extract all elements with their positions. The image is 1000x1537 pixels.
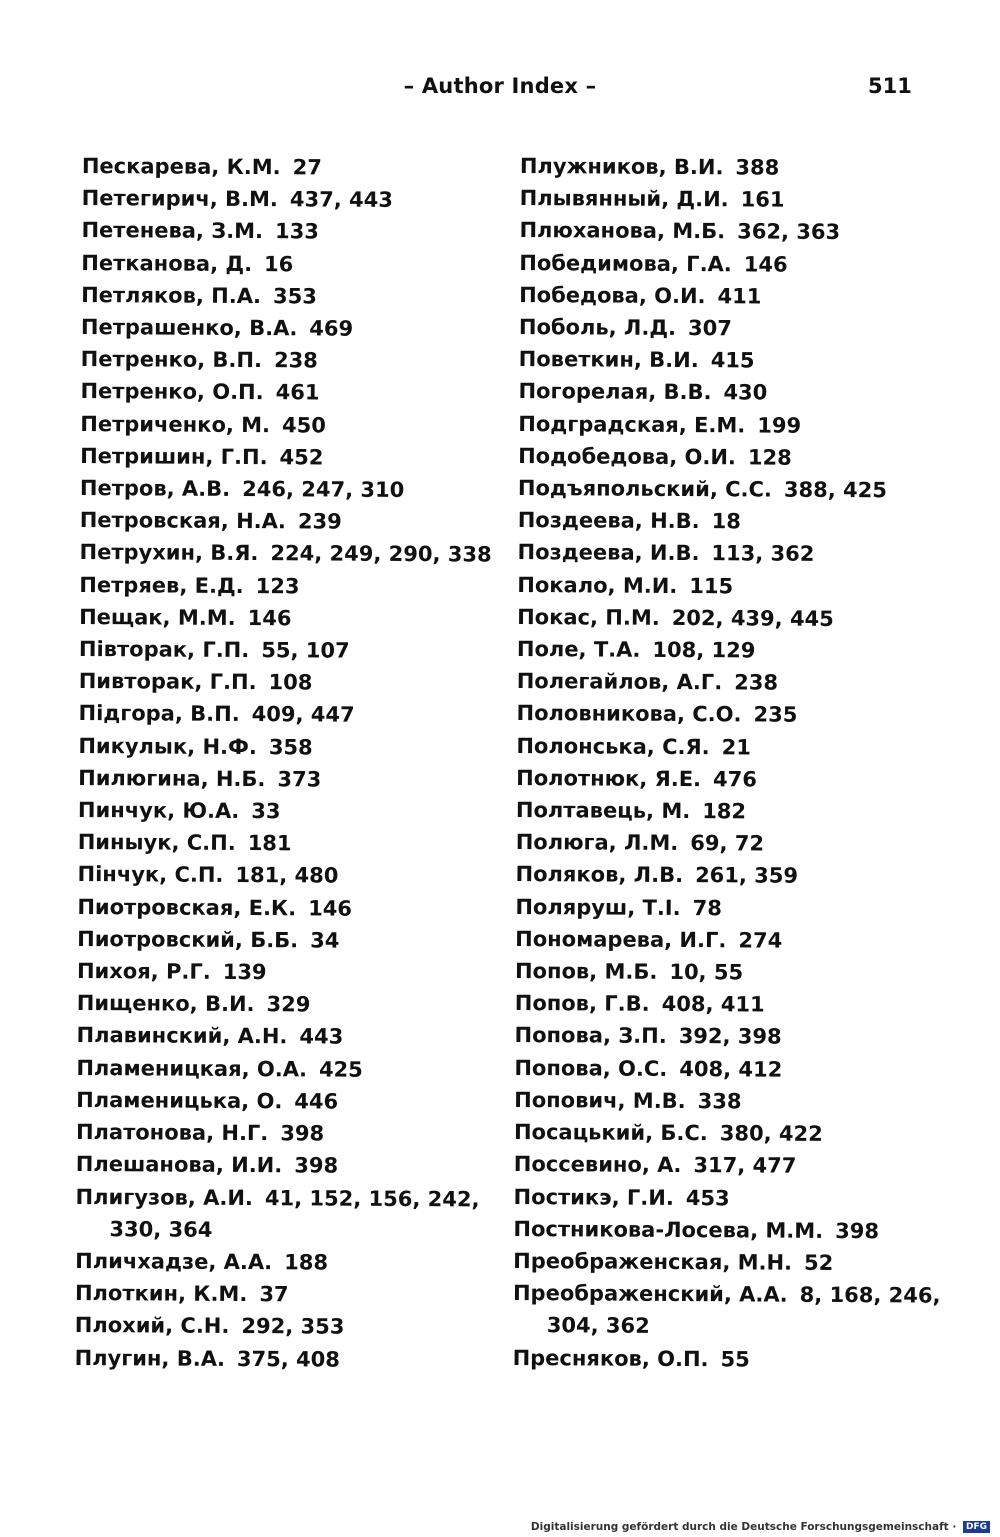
- index-entry: [80, 408, 520, 443]
- entry-name: Пономарева, И.Г.: [515, 926, 727, 953]
- entry-pages: 41, 152, 156, 242, 330, 364: [109, 1185, 480, 1242]
- entry-name: Погорелая, В.В.: [518, 379, 712, 405]
- index-entry: [517, 665, 957, 700]
- entry-pages: 353: [272, 283, 317, 309]
- entry-pages: 199: [757, 413, 802, 438]
- entry-pages: 37: [259, 1282, 289, 1307]
- index-entry: [75, 1309, 515, 1344]
- entry-name: Попова, О.С.: [514, 1055, 668, 1081]
- index-entry: [76, 1019, 516, 1054]
- index-entry: [78, 794, 518, 829]
- entry-pages: 362, 363: [737, 219, 841, 245]
- index-entry: [514, 1052, 954, 1087]
- entry-pages: 274: [738, 928, 783, 953]
- entry-name: Покало, М.И.: [517, 572, 678, 598]
- entry-name: Полюга, Л.М.: [515, 830, 679, 856]
- entry-pages: 329: [266, 992, 311, 1017]
- entry-name: Пиныук, С.П.: [77, 830, 236, 856]
- index-entry: [80, 375, 520, 410]
- entry-pages: 408, 412: [679, 1056, 783, 1082]
- entry-pages: 27: [292, 155, 322, 180]
- entry-pages: 34: [310, 928, 340, 953]
- entry-name: Поляков, Л.В.: [515, 862, 684, 888]
- entry-pages: 115: [689, 573, 734, 598]
- index-entry: [81, 214, 521, 249]
- entry-name: Пинчук, Ю.А.: [77, 798, 240, 824]
- index-entry: [75, 1277, 515, 1312]
- entry-name: Пламеницька, О.: [76, 1087, 283, 1114]
- index-entry: [519, 247, 959, 282]
- index-entry: [519, 214, 959, 249]
- entry-name: Покас, П.М.: [517, 604, 660, 630]
- entry-name: Пикулык, Н.Ф.: [78, 733, 257, 759]
- index-entry: [82, 150, 522, 185]
- entry-pages: 33: [251, 799, 281, 824]
- entry-name: Полонська, С.Я.: [516, 733, 710, 759]
- entry-pages: 202, 439, 445: [671, 605, 834, 631]
- index-entry: [81, 343, 521, 378]
- entry-name: Пивторак, Г.П.: [78, 669, 257, 695]
- entry-pages: 146: [247, 605, 292, 631]
- index-entry: [514, 1084, 954, 1119]
- entry-pages: 461: [275, 380, 320, 405]
- index-entry: [515, 955, 955, 990]
- entry-name: Полегайлов, А.Г.: [516, 669, 723, 695]
- entry-pages: 238: [273, 348, 318, 373]
- index-entry: [518, 440, 958, 475]
- entry-pages: 292, 353: [241, 1314, 345, 1339]
- entry-pages: 235: [753, 702, 798, 728]
- index-entry: [514, 1148, 954, 1183]
- entry-name: Победова, О.И.: [519, 282, 706, 308]
- entry-name: Посацький, Б.С.: [513, 1120, 708, 1146]
- index-entry: [513, 1245, 953, 1280]
- entry-name: Полтавець, М.: [515, 798, 691, 824]
- entry-pages: 108, 129: [652, 637, 756, 663]
- entry-name: Пресняков, О.П.: [512, 1345, 709, 1371]
- index-entry: [77, 955, 517, 990]
- index-entry: [517, 569, 957, 604]
- index-entry: [79, 633, 519, 668]
- index-entry: [518, 504, 958, 539]
- entry-name: Пиотровская, Е.К.: [77, 894, 297, 920]
- entry-pages: 443: [299, 1024, 344, 1050]
- index-entry: [518, 472, 958, 507]
- entry-pages: 161: [740, 187, 785, 212]
- entry-pages: 476: [713, 767, 757, 792]
- entry-pages: 358: [268, 734, 313, 760]
- entry-name: Поссевино, А.: [513, 1152, 682, 1178]
- page-number: 511: [868, 74, 912, 98]
- index-entry: [81, 279, 521, 314]
- entry-name: Поболь, Л.Д.: [518, 315, 677, 340]
- entry-name: Подъяпольский, С.С.: [517, 476, 773, 502]
- entry-name: Пищенко, В.И.: [76, 991, 255, 1017]
- index-entry: [515, 923, 955, 958]
- entry-pages: 108: [268, 670, 313, 695]
- entry-pages: 392, 398: [678, 1024, 782, 1050]
- running-head: – Author Index –: [403, 74, 597, 98]
- entry-pages: 446: [294, 1089, 339, 1114]
- index-entry: [517, 633, 957, 668]
- index-entry: [78, 730, 518, 765]
- entry-pages: 398: [294, 1153, 339, 1178]
- index-entry: [75, 1245, 515, 1280]
- entry-name: Петров, А.В.: [79, 476, 231, 501]
- entry-name: Петканова, Д.: [81, 250, 253, 276]
- index-entry: [81, 311, 521, 346]
- entry-name: Плоткин, К.М.: [74, 1281, 248, 1307]
- entry-name: Петровская, Н.А.: [79, 508, 286, 534]
- index-entry: [77, 923, 517, 958]
- entry-pages: 8, 168, 246, 304, 362: [546, 1282, 941, 1339]
- index-entry: [77, 858, 517, 893]
- entry-pages: 380, 422: [719, 1121, 823, 1146]
- entry-name: Подградская, Е.М.: [518, 411, 746, 438]
- entry-name: Пламеницкая, О.А.: [76, 1055, 308, 1082]
- entry-pages: 55, 107: [261, 638, 350, 663]
- index-entry: [517, 601, 957, 636]
- entry-name: Петренко, В.П.: [80, 347, 263, 373]
- index-entry: [516, 762, 956, 797]
- entry-pages: 139: [222, 959, 267, 985]
- index-entry: [513, 1213, 953, 1248]
- entry-pages: 133: [274, 219, 319, 244]
- entry-name: Пилюгина, Н.Б.: [78, 765, 266, 791]
- entry-pages: 55: [720, 1346, 750, 1371]
- index-entry: [77, 987, 517, 1022]
- entry-pages: 182: [702, 799, 747, 824]
- entry-name: Плюханова, М.Б.: [519, 218, 726, 244]
- index-entry: [80, 440, 520, 475]
- entry-name: Попов, Г.В.: [514, 991, 650, 1017]
- entry-pages: 307: [687, 316, 732, 341]
- entry-pages: 338: [697, 1088, 742, 1114]
- index-entry: [79, 601, 519, 636]
- index-entry: [76, 1084, 516, 1119]
- index-entry: [80, 472, 520, 507]
- index-entry: [515, 891, 955, 926]
- entry-pages: 238: [734, 670, 779, 695]
- entry-pages: 430: [723, 380, 768, 405]
- entry-name: Постникова-Лосева, М.М.: [513, 1216, 824, 1243]
- entry-name: Попова, З.П.: [514, 1023, 667, 1049]
- index-entry: [79, 536, 519, 571]
- entry-pages: 437, 443: [289, 187, 393, 213]
- entry-name: Плавинский, А.Н.: [76, 1023, 288, 1049]
- entry-name: Платонова, Н.Г.: [75, 1120, 269, 1146]
- entry-pages: 188: [284, 1250, 329, 1275]
- entry-pages: 261, 359: [695, 863, 799, 889]
- index-entry: [78, 697, 518, 732]
- index-entry: [77, 891, 517, 926]
- entry-name: Пличхадзе, А.А.: [75, 1248, 273, 1275]
- entry-name: Плугин, В.А.: [74, 1345, 226, 1371]
- index-column-left: [75, 150, 522, 1376]
- entry-pages: 411: [717, 284, 762, 309]
- index-entry: [515, 858, 955, 893]
- entry-name: Пиотровский, Б.Б.: [77, 926, 299, 953]
- entry-name: Поветкин, В.И.: [518, 347, 699, 373]
- entry-pages: 10, 55: [669, 960, 744, 985]
- index-entry: [75, 1341, 515, 1376]
- index-entry: [514, 1019, 954, 1054]
- entry-pages: 469: [309, 316, 354, 341]
- dfg-logo: DFG: [963, 1521, 990, 1533]
- entry-pages: 415: [710, 348, 755, 373]
- entry-name: Поле, Т.А.: [516, 637, 641, 662]
- index-entry: [514, 1116, 954, 1151]
- index-entry: [514, 1180, 954, 1215]
- entry-pages: 239: [297, 509, 342, 534]
- index-entry: [76, 1148, 516, 1183]
- entry-name: Преображенский, А.А.: [512, 1281, 788, 1307]
- entry-name: Петренко, О.П.: [80, 379, 264, 405]
- index-entry: [517, 536, 957, 571]
- entry-pages: 452: [279, 445, 324, 470]
- entry-name: Попов, М.Б.: [514, 959, 658, 984]
- entry-pages: 398: [280, 1121, 325, 1146]
- index-entry: [82, 182, 522, 217]
- entry-pages: 21: [721, 734, 751, 760]
- index-entry: [78, 762, 518, 797]
- index-entry: [518, 408, 958, 443]
- entry-pages: 453: [685, 1185, 730, 1210]
- entry-name: Плывянный, Д.И.: [519, 186, 729, 212]
- entry-pages: 146: [743, 251, 788, 277]
- index-entry: [78, 826, 518, 861]
- index-entry: [519, 343, 959, 378]
- index-entry: [516, 794, 956, 829]
- entry-pages: 409, 447: [251, 702, 355, 728]
- entry-pages: 69, 72: [690, 831, 765, 856]
- index-entry: [513, 1277, 953, 1344]
- entry-name: Петряев, Е.Д.: [79, 572, 244, 598]
- index-entry: [518, 375, 958, 410]
- index-entry: [515, 987, 955, 1022]
- entry-pages: 18: [711, 509, 741, 534]
- entry-name: Плохий, С.Н.: [74, 1313, 230, 1339]
- index-entry: [519, 279, 959, 314]
- entry-pages: 146: [308, 896, 353, 921]
- index-entry: [79, 665, 519, 700]
- index-entry: [80, 504, 520, 539]
- entry-name: Поляруш, Т.І.: [515, 894, 681, 920]
- index-entry: [513, 1341, 953, 1376]
- entry-pages: 450: [282, 412, 326, 438]
- index-entry: [520, 150, 960, 185]
- entry-pages: 425: [318, 1057, 363, 1082]
- entry-pages: 128: [747, 445, 792, 470]
- entry-name: Половникова, С.О.: [516, 701, 742, 727]
- entry-name: Поздеева, И.В.: [517, 540, 700, 566]
- entry-name: Плужников, В.И.: [519, 153, 724, 180]
- entry-name: Полотнюк, Я.Е.: [516, 765, 702, 791]
- entry-name: Плешанова, И.И.: [75, 1152, 283, 1178]
- digitization-credit: [531, 1521, 990, 1533]
- index-entry: [516, 826, 956, 861]
- entry-name: Петенева, З.М.: [81, 218, 264, 244]
- entry-name: Півторак, Г.П.: [78, 637, 250, 663]
- index-entry: [81, 247, 521, 282]
- entry-pages: 78: [692, 895, 722, 920]
- entry-pages: 123: [255, 573, 300, 598]
- entry-pages: 224, 249, 290, 338: [270, 541, 492, 567]
- entry-name: Пихоя, Р.Г.: [76, 959, 211, 984]
- index-entry: [519, 311, 959, 346]
- entry-name: Победимова, Г.А.: [519, 250, 732, 276]
- entry-pages: 181, 480: [235, 863, 339, 889]
- entry-name: Подобедова, О.И.: [518, 443, 737, 470]
- entry-name: Петегирич, В.М.: [81, 186, 279, 212]
- credit-text: Digitalisierung gefördert durch die Deutsche Forschungsgemeinschaft ·: [530, 1521, 957, 1533]
- entry-pages: 373: [277, 767, 322, 792]
- entry-name: Петришин, Г.П.: [80, 443, 268, 469]
- entry-name: Преображенская, М.Н.: [513, 1248, 793, 1275]
- entry-pages: 16: [264, 251, 294, 276]
- entry-pages: 181: [247, 831, 292, 856]
- index-entry: [76, 1116, 516, 1151]
- entry-pages: 113, 362: [711, 541, 815, 567]
- entry-name: Пінчук, С.П.: [77, 862, 224, 888]
- entry-pages: 398: [835, 1218, 880, 1243]
- index-entry: [75, 1180, 515, 1247]
- entry-name: Попович, М.В.: [514, 1087, 686, 1113]
- entry-name: Плигузов, А.И.: [75, 1184, 254, 1210]
- index-entry: [76, 1052, 516, 1087]
- entry-name: Петрашенко, В.А.: [80, 315, 298, 341]
- index-entry: [516, 730, 956, 765]
- entry-name: Петрухин, В.Я.: [79, 540, 259, 566]
- entry-pages: 388, 425: [783, 477, 888, 503]
- entry-pages: 408, 411: [661, 992, 765, 1017]
- index-column-right: [513, 150, 960, 1376]
- index-entry: [520, 182, 960, 217]
- entry-pages: 246, 247, 310: [242, 477, 405, 503]
- entry-pages: 375, 408: [236, 1346, 341, 1372]
- entry-name: Пескарева, К.М.: [81, 153, 281, 180]
- index-entry: [516, 697, 956, 732]
- entry-name: Пещак, М.М.: [79, 604, 236, 630]
- entry-name: Постикэ, Г.И.: [513, 1184, 674, 1210]
- entry-pages: 388: [735, 155, 780, 180]
- entry-name: Петриченко, М.: [80, 411, 271, 437]
- index-entry: [79, 569, 519, 604]
- entry-name: Петляков, П.А.: [81, 282, 262, 308]
- entry-name: Поздеева, Н.В.: [517, 508, 700, 534]
- entry-name: Підгора, В.П.: [78, 701, 240, 727]
- entry-pages: 317, 477: [693, 1153, 797, 1179]
- entry-pages: 52: [804, 1250, 834, 1275]
